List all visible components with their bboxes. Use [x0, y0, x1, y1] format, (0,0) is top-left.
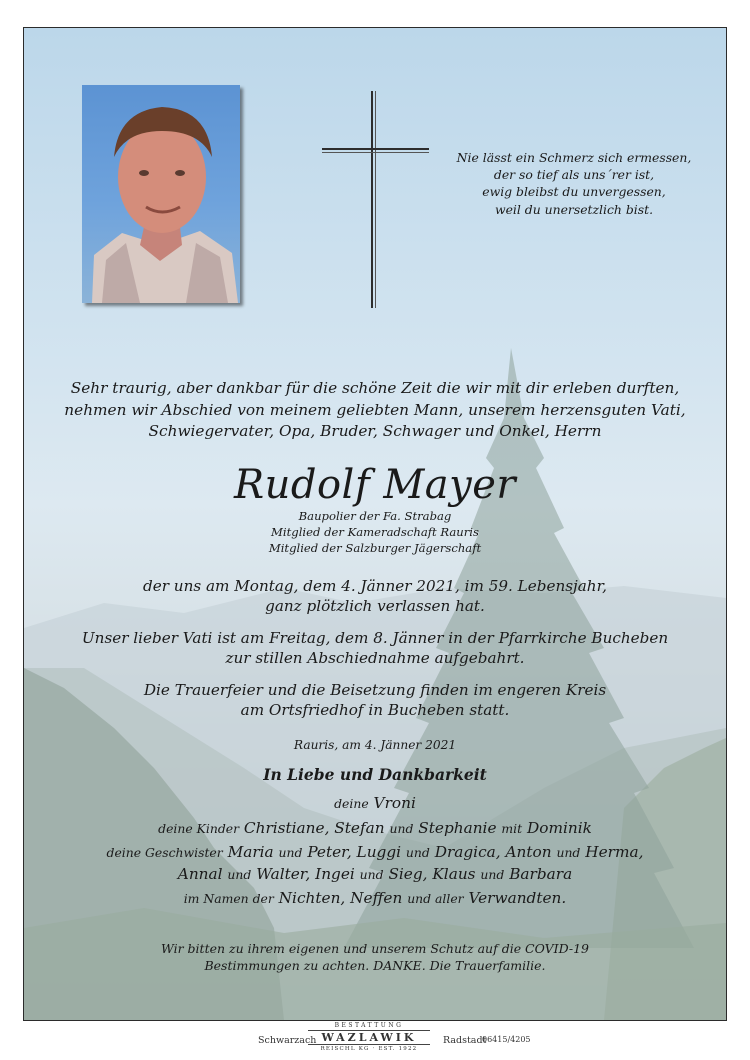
family-name: Vroni — [373, 794, 416, 812]
cross-icon — [371, 91, 373, 308]
intro-line: Schwiegervater, Opa, Bruder, Schwager und Onkel, Herrn — [148, 422, 602, 440]
death-notice — [24, 577, 726, 616]
poem-line: Nie lässt ein Schmerz sich ermessen, — [456, 150, 692, 165]
logo-main-text: WAZLAWIK — [308, 1030, 430, 1045]
family-connector: und aller — [407, 891, 464, 906]
closing-line: In Liebe und Dankbarkeit — [263, 765, 487, 784]
family-name: Sieg, Klaus — [388, 865, 476, 883]
intro-line: Sehr traurig, aber dankbar für die schöne Zeit die wir mit dir erleben durften, — [70, 379, 680, 397]
notice-line: Bestimmungen zu achten. DANKE. Die Trauerfamilie. — [204, 958, 546, 973]
poem-line: ewig bleibst du unvergessen, — [482, 184, 666, 200]
family-siblings-2 — [24, 863, 726, 887]
family-connector: und — [278, 845, 303, 860]
family-prefix: deine Kinder — [158, 821, 240, 836]
family-prefix: deine Geschwister — [106, 845, 223, 860]
funeral-line: am Ortsfriedhof in Bucheben statt. — [240, 700, 510, 719]
footer-location-right: Radstadt — [443, 1035, 487, 1046]
footer-phone: 06415/4205 — [482, 1035, 531, 1044]
role-line: Mitglied der Salzburger Jägerschaft — [268, 541, 482, 555]
poem-line: weil du unersetzlich bist. — [494, 201, 654, 217]
family-wife — [24, 792, 726, 816]
family-connector: und — [227, 867, 252, 882]
memorial-poem — [444, 149, 704, 218]
death-line: ganz plötzlich verlassen hat. — [265, 596, 485, 615]
funeral-home-logo — [302, 1022, 436, 1052]
family-name: Peter, Luggi — [307, 843, 402, 861]
family-connector: mit — [501, 821, 523, 836]
viewing-notice — [24, 629, 726, 668]
intro-paragraph — [24, 378, 726, 443]
family-relatives — [24, 887, 726, 911]
covid-notice — [24, 940, 726, 974]
family-prefix: im Namen der — [183, 891, 274, 906]
family-prefix: deine — [334, 796, 369, 811]
logo-bottom-text: REISCHL KG · EST. 1922 — [320, 1046, 418, 1052]
family-name: Annal — [177, 865, 223, 883]
cross-icon-shadow — [375, 91, 376, 308]
death-line: der uns am Montag, dem 4. Jänner 2021, im 59. Lebensjahr, — [142, 577, 607, 595]
viewing-line: Unser lieber Vati ist am Freitag, dem 8. Jänner in der Pfarrkirche Bucheben — [81, 629, 669, 647]
logo-top-text: BESTATTUNG — [334, 1022, 404, 1029]
funeral-home-footer — [0, 1022, 750, 1052]
family-name: Maria — [227, 843, 274, 861]
cross-icon-bar-shadow — [322, 152, 429, 153]
viewing-line: zur stillen Abschiednahme aufgebahrt. — [225, 648, 525, 667]
family-name: Dragica, Anton — [434, 843, 552, 861]
intro-line: nehmen wir Abschied von meinem geliebten Mann, unserem herzensguten Vati, — [64, 400, 686, 419]
family-name: Walter, Ingei — [256, 865, 355, 883]
family-name: Barbara — [509, 865, 573, 883]
family-name: Dominik — [526, 819, 592, 837]
role-line: Mitglied der Kameradschaft Rauris — [271, 525, 479, 539]
family-connector: und — [389, 821, 414, 836]
family-name: Herma, — [585, 843, 644, 861]
family-connector: und — [359, 867, 384, 882]
obituary-card — [23, 27, 727, 1021]
place-date: Rauris, am 4. Jänner 2021 — [293, 738, 457, 752]
funeral-line: Die Trauerfeier und die Beisetzung finden im engeren Kreis — [143, 681, 607, 699]
family-connector: und — [480, 867, 505, 882]
family-siblings — [24, 841, 726, 865]
funeral-notice — [24, 681, 726, 720]
family-name: Stephanie — [418, 819, 497, 837]
family-connector: und — [556, 845, 581, 860]
role-line: Baupolier der Fa. Strabag — [298, 509, 452, 523]
notice-line: Wir bitten zu ihrem eigenen und unserem Schutz auf die COVID-19 — [160, 941, 589, 956]
deceased-roles — [260, 508, 490, 556]
family-name: Verwandten. — [468, 889, 567, 907]
family-name: Christiane, Stefan — [243, 819, 385, 837]
portrait-photo — [82, 85, 240, 303]
deceased-name: Rudolf Mayer — [233, 462, 517, 508]
family-connector: und — [405, 845, 430, 860]
poem-line: der so tief als uns´rer ist, — [493, 167, 655, 183]
family-children — [24, 817, 726, 841]
family-name: Nichten, Neffen — [278, 889, 403, 907]
cross-icon-bar — [322, 148, 429, 150]
footer-location-left: Schwarzach — [258, 1035, 317, 1046]
